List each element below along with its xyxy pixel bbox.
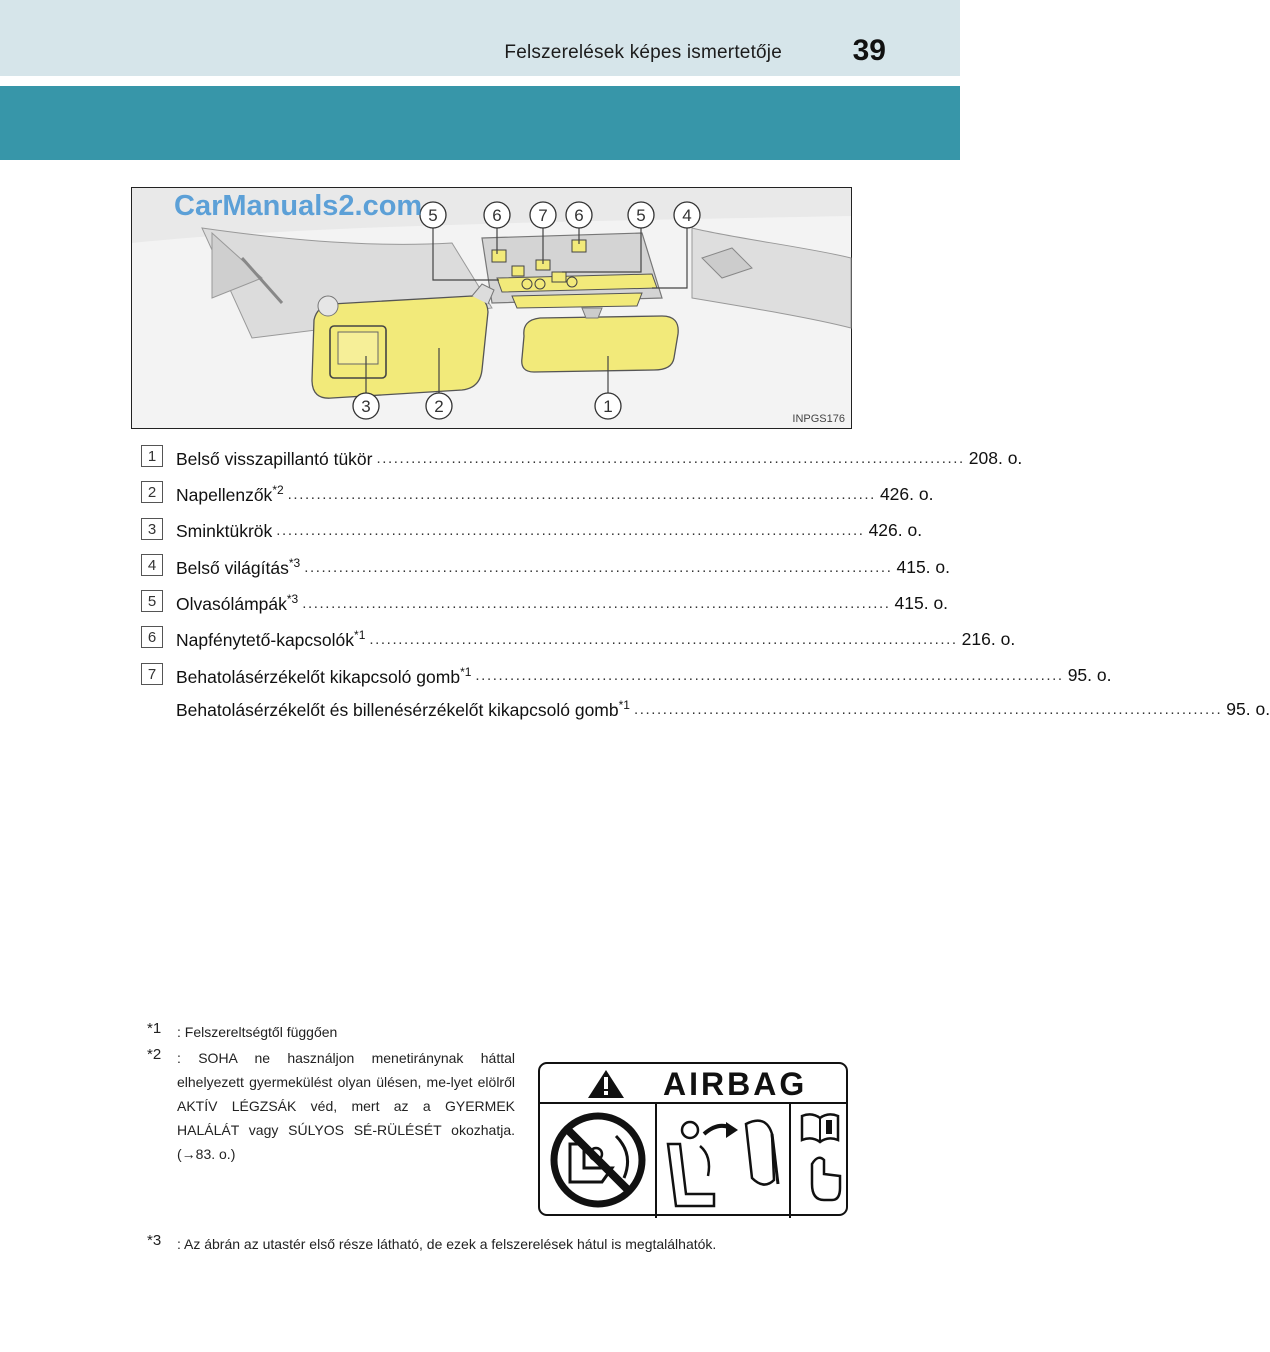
- list-item: [141, 621, 1016, 657]
- item-label[interactable]: Belső visszapillantó tükör: [176, 448, 373, 469]
- callout-7: 7: [538, 206, 548, 225]
- item-label[interactable]: Behatolásérzékelőt kikapcsoló gomb$^{*1}$: [176, 664, 472, 687]
- item-number-badge: 6: [141, 626, 163, 648]
- chapter-title: Felszerelések képes ismertetője: [504, 42, 782, 63]
- ceiling-drawing: [132, 188, 851, 428]
- item-label[interactable]: Behatolásérzékelőt és billenésérzékelőt kikapcsoló gomb$^{*1}$: [176, 697, 630, 720]
- airbag-deploy-icon: [668, 1121, 778, 1206]
- airbag-warning-label: [538, 1062, 848, 1216]
- list-item: [141, 513, 923, 549]
- callout-6b: 6: [574, 206, 584, 225]
- leader-dots: ......................................................................................................: [376, 449, 965, 467]
- item-label[interactable]: Sminktükrök: [176, 521, 273, 542]
- callout-1: 1: [603, 397, 613, 416]
- figure-code: INPGS176: [792, 413, 845, 425]
- leader-dots: ......................................................................................................: [633, 700, 1223, 718]
- section-band: [0, 86, 960, 160]
- list-item: [141, 549, 951, 585]
- item-number-badge: 3: [141, 518, 163, 540]
- callout-3: 3: [361, 397, 371, 416]
- page-reference[interactable]: 415. o.: [896, 556, 951, 577]
- item-number-badge: 5: [141, 590, 163, 612]
- leader-dots: ......................................................................................................: [276, 522, 865, 540]
- callout-5b: 5: [636, 206, 646, 225]
- list-item: [141, 585, 949, 621]
- page-reference[interactable]: 415. o.: [894, 592, 949, 613]
- item-number-badge: 2: [141, 481, 163, 503]
- list-item: [141, 440, 1023, 476]
- feature-list: [141, 440, 1270, 724]
- callout-5: 5: [428, 206, 438, 225]
- header-band: [0, 0, 960, 76]
- item-label[interactable]: Olvasólámpák$^{*3}$: [176, 591, 299, 614]
- list-item: [141, 476, 934, 512]
- page-reference[interactable]: 95. o.: [1067, 665, 1112, 686]
- callout-4: 4: [682, 206, 692, 225]
- leader-dots: ......................................................................................................: [369, 631, 958, 649]
- manual-info-icon: [802, 1114, 840, 1200]
- interior-ceiling-illustration: [131, 187, 852, 429]
- no-rear-facing-child-seat-icon: [554, 1116, 642, 1204]
- list-item: [141, 694, 1270, 724]
- page-reference[interactable]: 426. o.: [879, 483, 934, 504]
- warning-icon: [588, 1070, 624, 1098]
- item-label[interactable]: Napfénytető-kapcsolók$^{*1}$: [176, 628, 366, 651]
- item-number-badge: 4: [141, 554, 163, 576]
- callout-6: 6: [492, 206, 502, 225]
- item-number-badge: 1: [141, 445, 163, 467]
- item-label[interactable]: Napellenzők$^{*2}$: [176, 483, 284, 505]
- leader-dots: ......................................................................................................: [287, 485, 876, 503]
- callout-2: 2: [434, 397, 444, 416]
- item-number-badge: 7: [141, 663, 163, 685]
- list-item: [141, 658, 1112, 694]
- page-reference[interactable]: 426. o.: [868, 520, 923, 541]
- airbag-pictograms: [540, 1064, 850, 1218]
- leader-dots: ......................................................................................................: [475, 667, 1064, 685]
- page-reference[interactable]: 208. o.: [968, 447, 1023, 468]
- airbag-title: AIRBAG: [663, 1066, 808, 1102]
- leader-dots: ......................................................................................................: [304, 558, 893, 576]
- page-reference[interactable]: 216. o.: [961, 629, 1016, 650]
- leader-dots: ......................................................................................................: [302, 594, 891, 612]
- item-label[interactable]: Belső világítás$^{*3}$: [176, 555, 301, 578]
- watermark: CarManuals2.com: [174, 190, 423, 222]
- page-number: 39: [852, 34, 886, 67]
- page-reference[interactable]: 95. o.: [1226, 698, 1270, 719]
